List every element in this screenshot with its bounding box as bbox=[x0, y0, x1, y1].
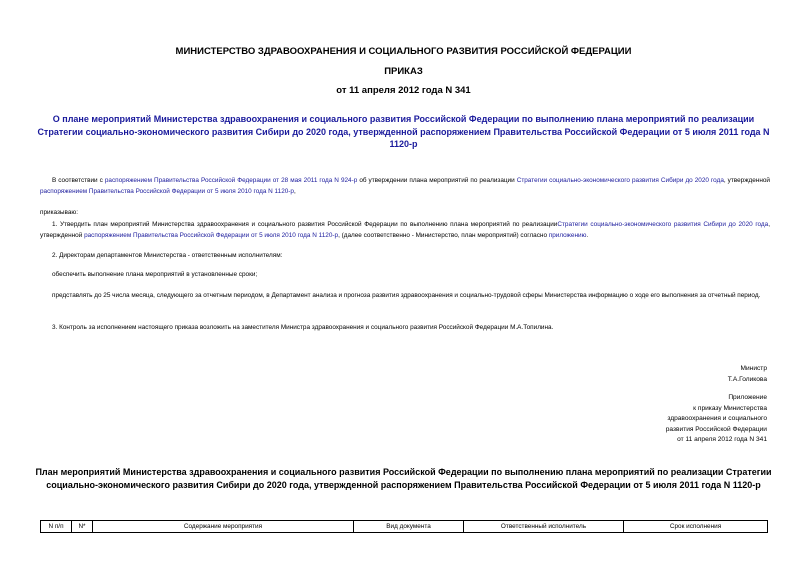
col-header-deadline: Срок исполнения bbox=[624, 521, 768, 533]
col-header-ref: N* bbox=[72, 521, 93, 533]
plan-title-line: социально-экономического развития Сибири до 2020 года, утвержденной распоряжением Правительства Российской Федерации от 5 июля 2011 года N 1120-р bbox=[46, 479, 761, 490]
intro-text: об утверждении плана мероприятий по реализации bbox=[357, 177, 517, 184]
appendix-block bbox=[666, 393, 767, 446]
decree-1120-link[interactable]: распоряжением Правительства Российской Федерации от 5 июля 2010 года N 1120-р bbox=[40, 188, 294, 195]
intro-paragraph bbox=[40, 175, 770, 197]
decree-1120-link[interactable]: распоряжением Правительства Российской Федерации от 5 июля 2010 года N 1120-р bbox=[84, 232, 339, 239]
order-date: от 11 апреля 2012 года N 341 bbox=[336, 85, 471, 96]
order-title-line: О плане мероприятий Министерства здравоохранения и социального развития Российской Федерации по выполнению плана мероприятий по реализации bbox=[52, 114, 755, 124]
item-1-text: 1. Утвердить план мероприятий Министерства здравоохранения и социального развития Российской Федерации по выполнению плана мероприятий по реализации bbox=[52, 221, 558, 228]
col-header-content: Содержание мероприятия bbox=[93, 521, 354, 533]
appendix-line: развития Российской Федерации bbox=[665, 425, 767, 433]
item-1-text: , (далее соответственно - Министерство, план мероприятий) согласно bbox=[338, 232, 549, 239]
appendix-line: от 11 апреля 2012 года N 341 bbox=[677, 436, 767, 443]
order-word: приказываю: bbox=[40, 209, 78, 216]
signature-position: Министр bbox=[740, 365, 767, 372]
item-1-text: . bbox=[586, 232, 589, 239]
strategy-link[interactable]: Стратегии социально-экономического развития Сибири до 2020 года bbox=[557, 221, 769, 228]
ministry-heading: МИНИСТЕРСТВО ЗДРАВООХРАНЕНИЯ И СОЦИАЛЬНОГО РАЗВИТИЯ РОССИЙСКОЙ ФЕДЕРАЦИИ bbox=[175, 46, 632, 57]
decree-924-link[interactable]: распоряжением Правительства Российской Федерации от 28 мая 2011 года N 924-р bbox=[104, 177, 358, 184]
signature-name: Т.А.Голикова bbox=[727, 375, 767, 383]
col-header-responsible: Ответственный исполнитель bbox=[464, 521, 624, 533]
col-header-number: N п/п bbox=[41, 521, 72, 533]
plan-title bbox=[0, 466, 807, 491]
strategy-link[interactable]: Стратегии социально-экономического развития Сибири до 2020 года bbox=[516, 177, 724, 184]
appendix-line: к приказу Министерства bbox=[693, 404, 767, 412]
item-2a: обеспечить выполнение плана мероприятий в установленные сроки; bbox=[52, 271, 258, 278]
appendix-line: Приложение bbox=[728, 394, 767, 401]
doc-type-heading: ПРИКАЗ bbox=[384, 66, 423, 77]
item-2b: представлять до 25 числа месяца, следующего за отчетным периодом, в Департамент анализа и прогноза развития здравоохранения и социально-трудовой сферы Министерства информацию о ходе его выполнения за отчетный период. bbox=[52, 292, 761, 299]
order-title bbox=[0, 113, 807, 151]
appendix-link[interactable]: приложению bbox=[548, 232, 587, 239]
signature bbox=[728, 364, 767, 385]
intro-text: , bbox=[293, 188, 296, 195]
plan-title-line: План мероприятий Министерства здравоохранения и социального развития Российской Федерации по выполнению плана мероприятий по реализации Стратегии bbox=[35, 467, 772, 477]
plan-table bbox=[40, 520, 768, 533]
item-1-text: , утвержденной bbox=[40, 221, 770, 239]
order-title-line: 1120-р bbox=[389, 139, 418, 149]
item-3: 3. Контроль за исполнением настоящего приказа возложить на заместителя Министра здравоохранения и социального развития Российской Федерации М.А.Топилина. bbox=[52, 324, 554, 331]
col-header-doc-type: Вид документа bbox=[354, 521, 464, 533]
table-header-row bbox=[41, 521, 768, 533]
intro-text: В соответствии с bbox=[52, 177, 105, 184]
intro-text: , утвержденной bbox=[723, 177, 770, 184]
item-1 bbox=[40, 219, 770, 241]
item-2: 2. Директорам департаментов Министерства - ответственным исполнителям: bbox=[52, 252, 283, 259]
appendix-line: здравоохранения и социального bbox=[667, 415, 767, 422]
order-title-line: Стратегии социально-экономического развития Сибири до 2020 года, утвержденной распоряжением Правительства Российской Федерации от 5 июля 2011 года N bbox=[37, 126, 770, 137]
